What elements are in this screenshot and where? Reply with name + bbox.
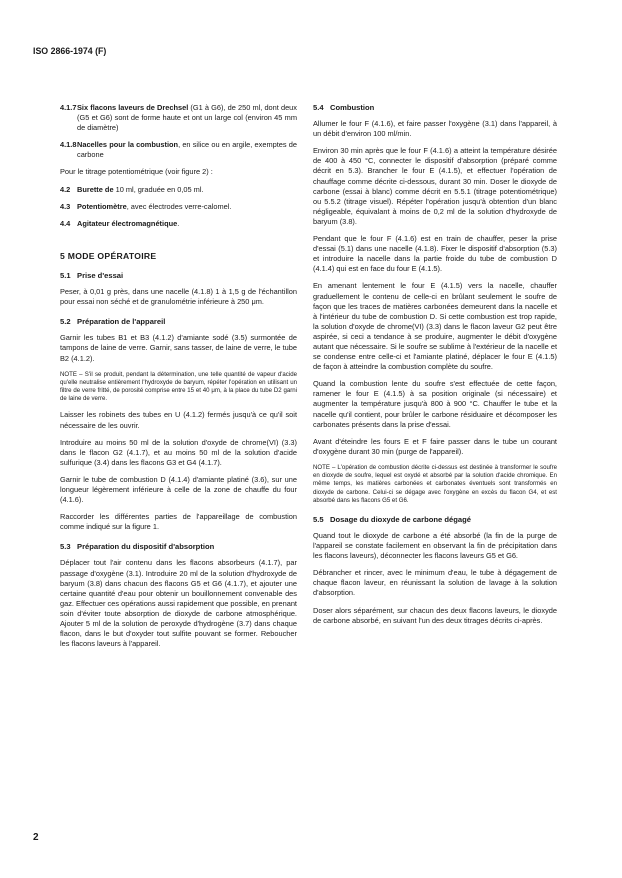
section-5-5-paragraph: Doser alors séparément, sur chacun des deux flacons laveurs, le dioxyde de carbone absorbé, en suivant l'un des deux titrages décrits ci-après.	[313, 605, 557, 625]
item-number: 4.1.8	[60, 140, 77, 150]
item-4-4	[60, 219, 297, 229]
item-title: Burette de	[77, 184, 114, 194]
section-5-4-paragraph: En amenant lentement le four E (4.1.5) vers la nacelle, chauffer graduellement le contenu de celle-ci en brûlant seulement le soufre de façon que les traces de matières carbonées demeurent dans la nacelle et à l'intérieur du tube de combustion D. Si cette combustion est trop rapide, la solution d'oxyde de chrome(VI) (3.3) dans le flacon laveur G2 peut être aspirée, si ceci a tendance à se produire, augmenter le débit d'oxygène autant que nécessaire. Si le soufre se sublime à l'extérieur de la nacelle et se condense entre celle-ci et l'amiante platiné, déplacer le four E (4.1.5) de façon à atteindre la combustion complète du soufre.	[313, 281, 557, 372]
section-5-2-paragraph: Garnir le tube de combustion D (4.1.4) d'amiante platiné (3.6), sur une longueur légèrement inférieure à celle de la zone de chauffe du four (4.1.6).	[60, 474, 297, 505]
section-5-4-paragraph: Environ 30 min après que le four F (4.1.6) a atteint la température désirée de 400 à 450 °C, connecter le dispositif d'absorption (préparé comme décrit en 5.3). Brancher le four E (4.1.5), et effectuer l'opération de chauffage comme décrite ci-dessous, durant 30 min. Doser le dioxyde de carbone (essai à blanc) comme décrit en 5.5.1 (titrage potentiométrique) ou 5.5.2 (titrage visuel). Répéter l'opération jusqu'à obtention d'un blanc négligeable, équivalant à moins de 0,2 ml de la solution d'hydroxyde de baryum (3.8).	[313, 146, 557, 226]
titrage-intro: Pour le titrage potentiométrique (voir figure 2) :	[60, 167, 213, 177]
section-5-4-paragraph: Quand la combustion lente du soufre s'est effectuée de cette façon, ramener le four E (4.1.5) à sa position originale (si nécessaire) et augmenter la température jusqu'à 800 à 900 °C. Chauffer le tube et la nacelle qu'il contient, pour brûler le carbone résiduaire et décomposer les carbonates présents dans la prise d'essai.	[313, 379, 557, 429]
item-number: 4.1.7	[60, 103, 77, 112]
item-text: .	[177, 218, 180, 228]
section-5-3-heading: 5.3 Préparation du dispositif d'absorption	[60, 542, 215, 552]
section-5-2-note: NOTE – S'il se produit, pendant la détermination, une telle quantité de vapeur d'acide qu'elle neutralise entièrement l'hydroxyde de baryum, répéter l'opération en utilisant un filtre de verre fritté, de porosité comprise entre 15 et 40 μm, à la place du tube D2 garni de laine de verre.	[60, 370, 297, 403]
section-5-1-text: Peser, à 0,01 g près, dans une nacelle (4.1.8) 1 à 1,5 g de l'échantillon pour essai non séché et de granulométrie inférieure à 250 μm.	[60, 287, 297, 307]
section-5-2-paragraph: Introduire au moins 50 ml de la solution d'oxyde de chrome(VI) (3.3) dans le flacon G2 (4.1.7), et au moins 50 ml de la solution d'acide sulfurique (3.4) dans les flacons G3 et G4 (4.1.7).	[60, 437, 297, 467]
section-5-5-paragraph: Débrancher et rincer, avec le minimum d'eau, le tube à dégagement de chaque flacon laveur, en réunissant la solution de lavage à la solution d'absorption.	[313, 568, 557, 598]
item-number: 4.2	[60, 184, 71, 194]
section-5-heading: 5 MODE OPÉRATOIRE	[60, 250, 157, 261]
item-4-2	[60, 185, 297, 195]
section-5-4-paragraph: Allumer le four F (4.1.6), et faire passer l'oxygène (3.1) dans l'appareil, à un débit d'environ 100 ml/min.	[313, 119, 557, 139]
item-4-1-7	[60, 103, 297, 133]
section-5-4-heading: 5.4 Combustion	[313, 103, 375, 112]
right-column	[313, 103, 557, 633]
section-5-3-paragraph: Déplacer tout l'air contenu dans les flacons absorbeurs (4.1.7), par passage d'oxygène (3.1). Introduire 20 ml de la solution d'hydroxyde de baryum (3.8) dans chacun des flacons G5 et G6 (4.1.7), et ajouter une certaine quantité d'eau pour obtenir un bouillonnement convenable des gaz. Effectuer ces opérations aussi rapidement que possible, en prenant soin d'éviter toute absorption de dioxyde de carbone atmosphérique. Ajouter 5 ml de la solution de peroxyde d'hydrogène (3.7) dans chaque flacon, dans le but d'oxyder tout sulfite pouvant se former. Reboucher les flacons laveurs à l'appareil.	[60, 558, 297, 649]
item-text: 10 ml, graduée en 0,05 ml.	[113, 184, 204, 194]
item-number: 4.3	[60, 201, 71, 211]
item-4-3	[60, 202, 297, 212]
section-5-2-paragraph: Garnir les tubes B1 et B3 (4.1.2) d'amiante sodé (3.5) surmontée de tampons de laine de verre. Garnir, sans tasser, de laine de verre, le tube B2 (4.1.2).	[60, 333, 297, 363]
document-header: ISO 2866-1974 (F)	[33, 46, 107, 56]
section-5-2-paragraph: Raccorder les différentes parties de l'appareillage de combustion comme indiqué sur la figure 1.	[60, 512, 297, 532]
section-5-5-paragraph: Quand tout le dioxyde de carbone a été absorbé (la fin de la purge de l'appareil se constate facilement en observant la fin de précipitation dans les flacons laveurs), déconnecter les flacons laveurs G5 et G6.	[313, 531, 557, 561]
section-5-2-paragraph: Laisser les robinets des tubes en U (4.1.2) fermés jusqu'à ce qu'il soit nécessaire de les ouvrir.	[60, 410, 297, 430]
left-column	[60, 103, 297, 656]
item-text: , avec électrodes verre-calomel.	[126, 201, 232, 211]
section-5-2-heading: 5.2 Préparation de l'appareil	[60, 317, 166, 327]
item-title: Nacelles pour la combustion	[77, 140, 179, 150]
item-title: Six flacons laveurs de Drechsel	[77, 103, 189, 112]
item-text: , en silice ou en argile, exemptes de carbone	[77, 140, 297, 160]
item-number: 4.4	[60, 218, 71, 228]
item-title: Potentiomètre	[77, 201, 127, 211]
page-number: 2	[33, 832, 39, 843]
item-title: Agitateur électromagnétique	[77, 218, 178, 228]
section-5-5-heading: 5.5 Dosage du dioxyde de carbone dégagé	[313, 514, 471, 524]
item-4-1-8	[60, 140, 297, 160]
section-5-4-note: NOTE – L'opération de combustion décrite ci-dessus est destinée à transformer le soufre en dioxyde de soufre, lequel est oxydé et absorbé par la solution d'acide chromique. En même temps, les matières carbonées et carbonates éventuels sont transformés en dioxyde de carbone. Celui-ci se dégage avec l'oxygène en excès du flacon G4, et est absorbé dans les flacons G5 et G6.	[313, 463, 557, 504]
item-text: (G1 à G6), de 250 ml, dont deux (G5 et G6) sont de forme haute et ont un large col (environ 45 mm de diamètre)	[77, 103, 297, 133]
section-5-4-paragraph: Avant d'éteindre les fours E et F faire passer dans le tube un courant d'oxygène durant 30 min (purge de l'appareil).	[313, 436, 557, 456]
section-5-1-heading: 5.1 Prise d'essai	[60, 270, 124, 280]
section-5-4-paragraph: Pendant que le four F (4.1.6) est en train de chauffer, peser la prise d'essai (5.1) dans une nacelle (4.1.8). Fixer le dispositif d'absorption (5.3) et introduire la nacelle dans la partie froide du tube de combustion D (4.1.4) qui est en face du four E (4.1.5).	[313, 234, 557, 274]
